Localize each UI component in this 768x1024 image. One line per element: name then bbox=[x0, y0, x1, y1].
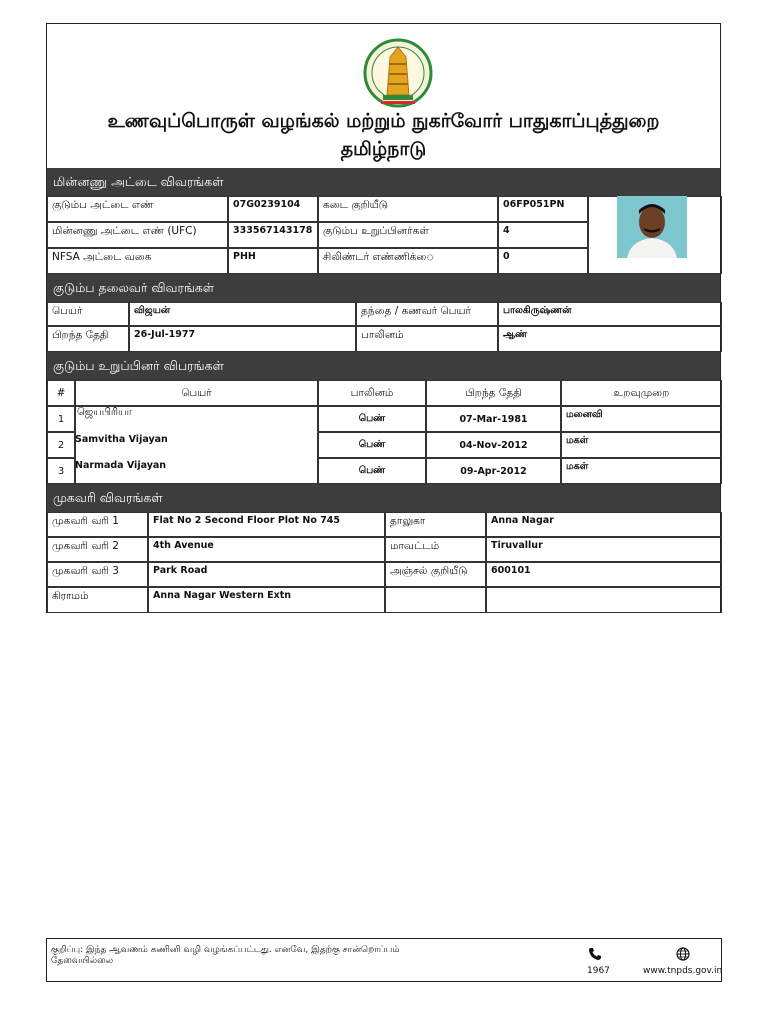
member-row-1-relation: மனைவி bbox=[561, 406, 722, 432]
member-row-1-dob: 07-Mar-1981 bbox=[426, 406, 561, 432]
section-members: குடும்ப உறுப்பினர் விபரங்கள் bbox=[47, 352, 720, 380]
empty-cell bbox=[385, 587, 486, 613]
section-address: முகவரி விவரங்கள் bbox=[47, 484, 720, 512]
website-link[interactable]: www.tnpds.gov.in bbox=[643, 966, 723, 976]
ufc-value: 333567143178 bbox=[228, 222, 318, 248]
head-dob-value: 26-Jul-1977 bbox=[129, 326, 356, 352]
district-value: Tiruvallur bbox=[486, 537, 722, 562]
father-name-label: தந்தை / கணவர் பெயர் bbox=[356, 302, 498, 326]
family-card-no-label: குடும்ப அட்டை எண் bbox=[47, 196, 228, 222]
member-row-3-no: 3 bbox=[47, 458, 75, 484]
member-row-2-name: Samvitha Vijayan bbox=[75, 434, 168, 445]
member-row-3-dob: 09-Apr-2012 bbox=[426, 458, 561, 484]
section-head-details: குடும்ப தலைவர் விவரங்கள் bbox=[47, 274, 720, 302]
member-row-2-relation: மகள் bbox=[561, 432, 722, 458]
shop-code-label: கடை குறியீடு bbox=[318, 196, 498, 222]
shop-code-value: 06FP051PN bbox=[498, 196, 588, 222]
district-label: மாவட்டம் bbox=[385, 537, 486, 562]
address-line3-label: முகவரி வரி 3 bbox=[47, 562, 148, 587]
members-col-dob: பிறந்த தேதி bbox=[426, 380, 561, 406]
member-row-2-no: 2 bbox=[47, 432, 75, 458]
village-value: Anna Nagar Western Extn bbox=[148, 587, 385, 613]
address-line2-value: 4th Avenue bbox=[148, 537, 385, 562]
helpline-number: 1967 bbox=[587, 966, 610, 976]
member-row-2-gender: பெண் bbox=[318, 432, 426, 458]
member-row-3-relation: மகள் bbox=[561, 458, 722, 484]
tamil-nadu-emblem-icon bbox=[363, 37, 433, 109]
empty-cell bbox=[486, 587, 722, 613]
members-col-name: பெயர் bbox=[75, 380, 318, 406]
members-col-relation: உறவுமுறை bbox=[561, 380, 722, 406]
footer-note-line1: குறிப்பு: இந்த ஆவணம் கணினி வழி வழங்கப்பட்டது. எனவே, இதற்கு சான்றொப்பம் bbox=[51, 945, 400, 955]
globe-icon bbox=[676, 947, 690, 961]
members-count-label: குடும்ப உறுப்பினர்கள் bbox=[318, 222, 498, 248]
phone-icon bbox=[588, 947, 602, 961]
footer-note-line2: தேவையில்லை bbox=[51, 956, 114, 966]
section-card-details: மின்னணு அட்டை விவரங்கள் bbox=[47, 168, 720, 196]
address-line1-value: Flat No 2 Second Floor Plot No 745 bbox=[148, 512, 385, 537]
head-dob-label: பிறந்த தேதி bbox=[47, 326, 129, 352]
head-name-value: விஜயன் bbox=[129, 302, 356, 326]
ufc-label: மின்னணு அட்டை எண் (UFC) bbox=[47, 222, 228, 248]
father-name-value: பாலகிருஷ்ணன் bbox=[498, 302, 722, 326]
cylinder-count-label: சிலிண்டர் எண்ணிக்ை bbox=[318, 248, 498, 274]
members-col-gender: பாலினம் bbox=[318, 380, 426, 406]
document-footer bbox=[46, 938, 722, 982]
footer-note bbox=[51, 945, 471, 967]
head-gender-value: ஆண் bbox=[498, 326, 722, 352]
family-card-no-value: 07G0239104 bbox=[228, 196, 318, 222]
address-line2-label: முகவரி வரி 2 bbox=[47, 537, 148, 562]
member-row-2-dob: 04-Nov-2012 bbox=[426, 432, 561, 458]
nfsa-type-label: NFSA அட்டை வகை bbox=[47, 248, 228, 274]
member-row-1-gender: பெண் bbox=[318, 406, 426, 432]
address-line3-value: Park Road bbox=[148, 562, 385, 587]
taluk-value: Anna Nagar bbox=[486, 512, 722, 537]
state-title: தமிழ்நாடு bbox=[340, 138, 427, 160]
cardholder-photo bbox=[617, 196, 687, 258]
nfsa-type-value: PHH bbox=[228, 248, 318, 274]
taluk-label: தாலுகா bbox=[385, 512, 486, 537]
members-count-value: 4 bbox=[498, 222, 588, 248]
village-label: கிராமம் bbox=[47, 587, 148, 613]
address-line1-label: முகவரி வரி 1 bbox=[47, 512, 148, 537]
member-row-1-name: ஜெயபிரியா bbox=[77, 407, 132, 418]
head-gender-label: பாலினம் bbox=[356, 326, 498, 352]
member-row-1-no: 1 bbox=[47, 406, 75, 432]
pincode-label: அஞ்சல் குறியீடு bbox=[385, 562, 486, 587]
smart-card-document bbox=[46, 23, 721, 613]
member-row-3-name: Narmada Vijayan bbox=[75, 460, 167, 471]
department-title: உணவுப்பொருள் வழங்கல் மற்றும் நுகர்வோர் பாதுகாப்புத்துறை bbox=[107, 110, 660, 132]
member-row-3-gender: பெண் bbox=[318, 458, 426, 484]
pincode-value: 600101 bbox=[486, 562, 722, 587]
members-col-no: # bbox=[47, 380, 75, 406]
head-name-label: பெயர் bbox=[47, 302, 129, 326]
cylinder-count-value: 0 bbox=[498, 248, 588, 274]
